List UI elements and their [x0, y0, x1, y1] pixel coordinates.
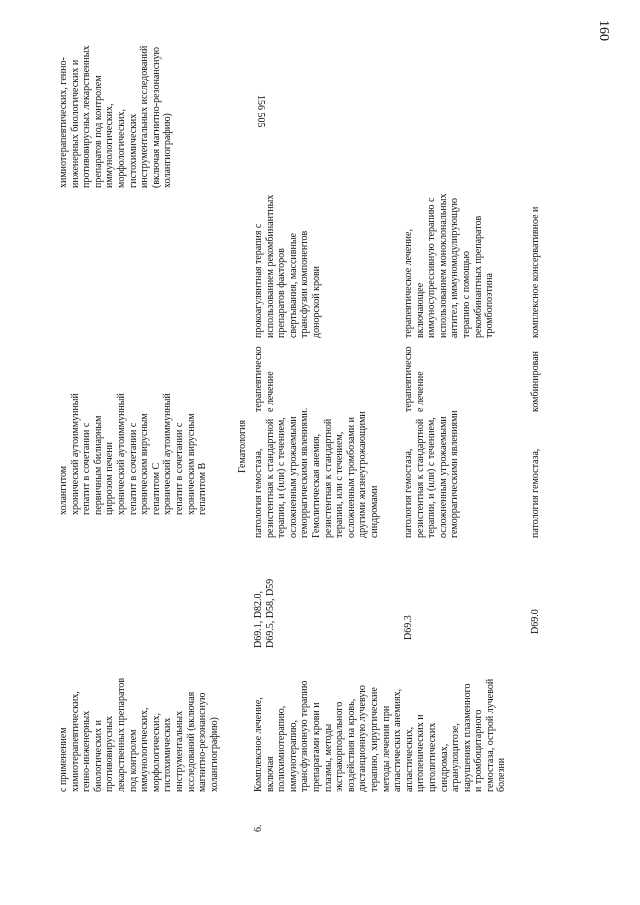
- text-line: холангиографию): [162, 113, 174, 188]
- text-line: апластических,: [403, 726, 415, 792]
- text-line: цитопенических и: [415, 714, 427, 792]
- prev-method-cell: [58, 46, 174, 188]
- text-line: первичным билиарным: [92, 415, 104, 515]
- text-line: синдромами: [368, 485, 380, 538]
- text-line: патология гемостаза,: [530, 448, 541, 538]
- text-line: хронический аутоиммунный: [69, 393, 81, 515]
- text-line: противовирусных: [104, 715, 116, 792]
- text-line: синдромах,: [438, 743, 450, 792]
- text-line: гепатит в сочетании с: [127, 422, 139, 515]
- entry3-treatment-cell: [530, 351, 542, 412]
- text-line: хроническим вирусным: [185, 413, 197, 515]
- text-line: геморрагическими явлениями: [449, 410, 461, 538]
- text-line: гистохимических: [162, 717, 174, 792]
- text-line: трансфузии компонентов: [299, 230, 311, 338]
- text-line: химиотерапевтических, генно-: [58, 57, 69, 188]
- text-line: Гемолитическая анемия,: [310, 433, 322, 538]
- text-line: гепатит в сочетании с: [81, 422, 93, 515]
- page-number: 160: [596, 20, 611, 41]
- text-line: холангитом: [58, 465, 69, 515]
- row-number: 6.: [253, 824, 264, 832]
- text-line: плазмы, методы: [322, 723, 334, 792]
- text-line: донорской крови: [310, 265, 322, 338]
- text-line: исследований (включая: [185, 691, 197, 792]
- text-line: воздействия на кровь,: [345, 698, 357, 792]
- text-line: препаратов факторов: [276, 248, 288, 338]
- prev-diagnosis-cell: [58, 393, 209, 515]
- document-code: 156 505: [255, 95, 266, 128]
- text-line: D69.0: [530, 609, 541, 634]
- text-line: полихимиотерапию,: [276, 705, 288, 792]
- text-line: резистентная к стандартной: [264, 418, 276, 538]
- text-line: хронический аутоиммунный: [115, 393, 127, 515]
- text-line: использованием рекомбинантных: [264, 194, 276, 338]
- text-line: иммунотерапию,: [287, 719, 299, 792]
- prev-service-cell: [58, 678, 220, 792]
- text-line: использованием моноклональных: [437, 193, 449, 338]
- text-line: инструментальных: [173, 710, 185, 792]
- text-line: дистанционную лучевую: [357, 685, 369, 792]
- text-line: хронический аутоиммунный: [162, 393, 174, 515]
- text-line: D69.3: [403, 615, 414, 640]
- text-line: терапевтическо: [403, 346, 414, 412]
- text-line: включающее: [414, 282, 426, 338]
- text-line: химиотерапевтических,: [69, 691, 81, 792]
- text-line: препаратами крови и: [310, 702, 322, 792]
- text-line: экстракорпорального: [334, 701, 346, 792]
- text-line: хроническим вирусным: [139, 413, 151, 515]
- text-line: включая: [264, 756, 276, 792]
- text-line: D69.1, D82.0,: [253, 591, 264, 648]
- text-line: комбинирован: [530, 350, 541, 412]
- text-line: нарушениях плазменного: [461, 683, 473, 792]
- text-line: противовирусных лекарственных: [81, 45, 93, 188]
- text-line: инструментальных исследований: [139, 45, 151, 188]
- text-line: терапию, хирургические: [368, 687, 380, 792]
- text-line: е лечение: [264, 371, 276, 412]
- entry3-method-cell: [530, 207, 542, 338]
- text-line: другими жизнеугрожающими: [357, 411, 369, 538]
- text-line: терапии, и (или) с течением,: [276, 417, 288, 538]
- text-line: патология гемостаза,: [253, 448, 264, 538]
- text-line: болезни: [496, 757, 508, 792]
- row6-service-cell: [253, 679, 508, 792]
- text-line: апластических анемиях,: [392, 688, 404, 792]
- entry3-codes-cell: [530, 609, 542, 634]
- text-line: терапии, и (или) с течением,: [426, 417, 438, 538]
- text-line: гепатитом B: [197, 462, 209, 515]
- text-line: иммунологических,: [104, 103, 116, 188]
- entry1-treatment-cell: [253, 346, 276, 412]
- text-line: гепатитом C: [150, 462, 162, 515]
- text-line: циррозом печени: [104, 442, 116, 515]
- text-line: иммуносупрессивную терапию с: [426, 197, 438, 338]
- text-line: геморрагическими явлениями.: [299, 407, 311, 538]
- text-line: осложненным угрожаемыми: [437, 416, 449, 538]
- text-line: трансфузионную терапию: [299, 680, 311, 792]
- text-line: терапию с помощью: [460, 251, 472, 338]
- text-line: гемостаза, острой лучевой: [484, 678, 496, 792]
- text-line: терапевтическое лечение,: [403, 229, 414, 338]
- text-line: методы лечения при: [380, 705, 392, 792]
- text-line: осложненным угрожаемыми: [287, 416, 299, 538]
- text-line: инженерных биологических и: [69, 59, 81, 188]
- text-line: терапии, или с течением,: [334, 431, 346, 538]
- text-line: лекарственных препаратов: [115, 677, 127, 792]
- entry1-codes-cell: [253, 579, 276, 648]
- text-line: гистохимических: [127, 113, 139, 188]
- text-line: (включая магнитно-резонансную: [150, 47, 162, 188]
- text-line: осложненным тромбозами и: [345, 416, 357, 538]
- text-line: с применением: [58, 727, 69, 792]
- text-line: холангиографию): [208, 717, 220, 792]
- text-line: морфологических,: [115, 109, 127, 188]
- text-line: патология гемостаза,: [403, 448, 414, 538]
- text-line: терапевтическо: [253, 346, 264, 412]
- text-line: под контролем: [127, 729, 139, 792]
- text-line: иммунологических,: [139, 707, 151, 792]
- text-line: тромбопоэтина: [484, 273, 496, 338]
- text-line: магнитно-резонансную: [197, 692, 209, 792]
- text-line: и тромбоцитарного: [473, 709, 485, 792]
- text-line: рекомбинантных препаратов: [472, 215, 484, 338]
- text-line: свертывания, массивные: [287, 233, 299, 338]
- text-line: комплексное консервативное и: [530, 206, 541, 338]
- entry1-method-cell: [253, 195, 323, 338]
- entry2-treatment-cell: [403, 346, 426, 412]
- entry1-diagnosis-cell: [253, 408, 381, 538]
- entry3-diagnosis-cell: [530, 449, 542, 538]
- entry2-diagnosis-cell: [403, 410, 461, 538]
- text-line: препаратов под контролем: [92, 75, 104, 188]
- text-line: агранулоцитозе,: [450, 723, 462, 792]
- text-line: цитолитических: [426, 722, 438, 792]
- text-line: прокоагулянтная терапия с: [253, 223, 264, 338]
- section-title: Гематология: [237, 419, 248, 473]
- text-line: антител, иммуномодулирующую: [449, 197, 461, 338]
- text-line: гепатит в сочетании с: [173, 422, 185, 515]
- text-line: резистентная к стандартной: [414, 418, 426, 538]
- text-line: Комплексное лечение,: [253, 697, 264, 792]
- text-line: е лечение: [414, 371, 426, 412]
- text-line: D69.5, D58, D59: [264, 578, 276, 648]
- entry2-codes-cell: [403, 615, 415, 640]
- text-line: резистентная к стандартной: [322, 418, 334, 538]
- entry2-method-cell: [403, 194, 496, 338]
- text-line: биологических и: [92, 720, 104, 792]
- text-line: морфологических,: [150, 713, 162, 792]
- text-line: генно-инженерных: [81, 710, 93, 792]
